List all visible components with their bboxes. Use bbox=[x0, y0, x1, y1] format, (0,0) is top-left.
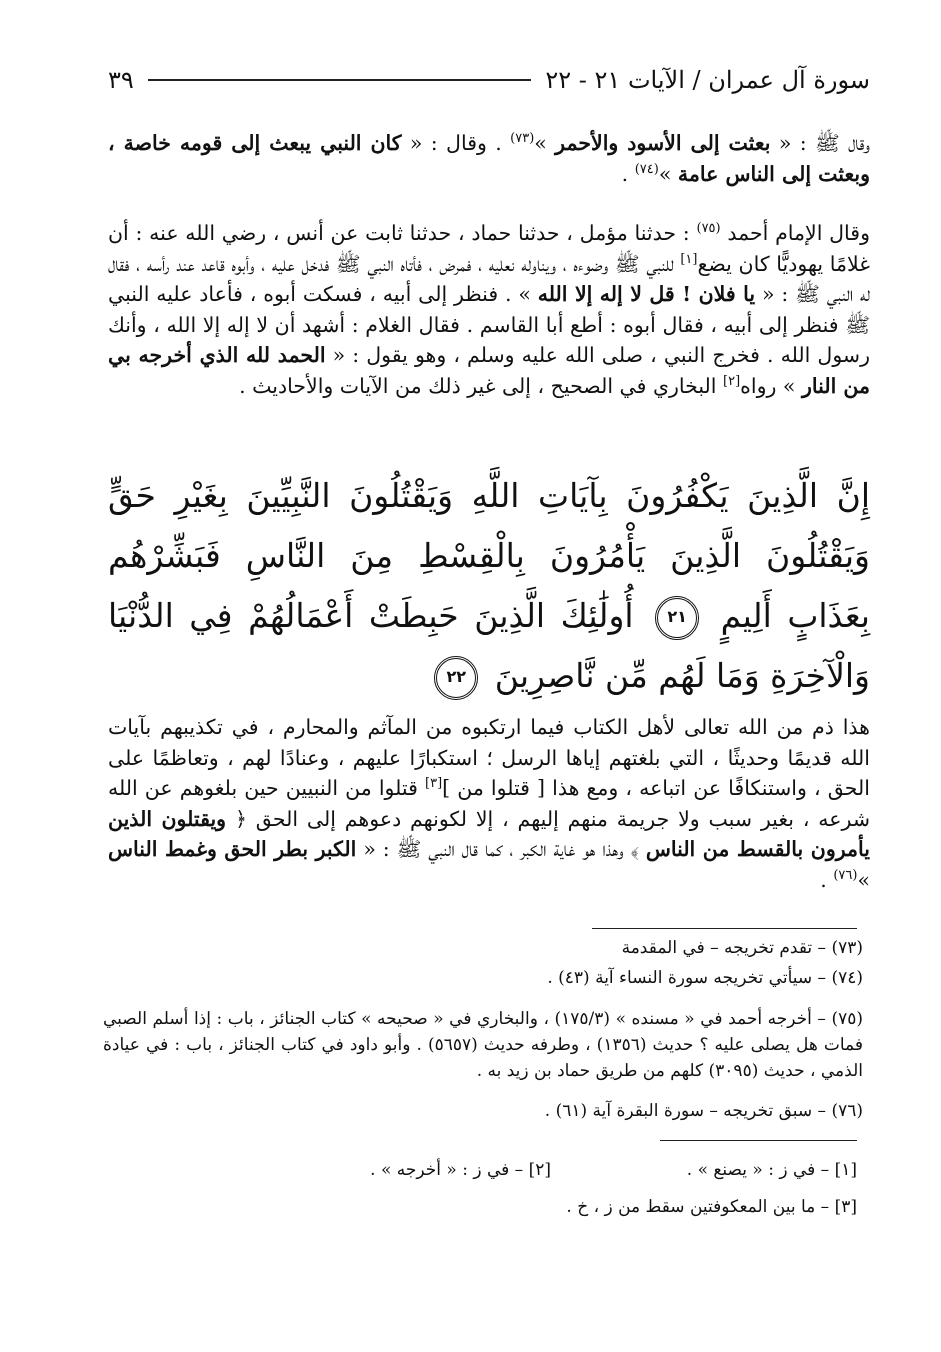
quran-verses bbox=[108, 466, 870, 706]
text-run: » bbox=[857, 867, 870, 892]
verse-22: أُولَٰئِكَ الَّذِينَ حَبِطَتْ أَعْمَالُهُمْ فِي الدُّنْيَا وَالْآخِرَةِ وَمَا لَهُم مِّن نَّاصِرِينَ bbox=[108, 596, 870, 695]
quran-quote: ويقتلون الذين يأمرون بالقسط من الناس bbox=[108, 806, 870, 861]
editorial-ref: [٣] bbox=[425, 776, 443, 792]
hadith-quote: بعثت إلى الأسود والأحمر bbox=[555, 131, 771, 155]
text-run: ﴾ وهذا هو غاية الكبر ، كما قال النبي ﷺ : « bbox=[363, 837, 639, 861]
text-run: ] bbox=[442, 776, 451, 800]
text-run: قتلوا من النبيين حين بلغوهم عن الله شرعه ، بغير سبب ولا جريمة منهم إليهم ، إلا لكونهم دعوهم إلى الحق ﴿ bbox=[108, 776, 870, 831]
ayah-number-marker: ٢١ bbox=[655, 596, 699, 640]
editorial-note-3: [٣] – ما بين المعكوفتين سقط من ز ، خ . bbox=[566, 1197, 857, 1217]
text-run: هذا ذم من الله تعالى لأهل الكتاب فيما ارتكبوه من المآثم والمحارم ، في تكذيبهم بآيات الله قديمًا وحديثًا ، التي بلغتهم إياها الرسل ؛ استكبارًا عليهم ، وعنادًا لهم ، وتعاظمًا على الحق ، واستنكافًا عن اتباعه ، ومع هذا [ قتلوا من bbox=[108, 715, 870, 800]
footnote-ref: (٧٤) bbox=[634, 161, 659, 177]
footnote-74: (٧٤) – سيأتي تخريجه سورة النساء آية (٤٣) . bbox=[547, 968, 863, 988]
editorial-separator bbox=[660, 1140, 857, 1141]
text-run: وقال ﷺ : « bbox=[778, 131, 870, 155]
verse-21: إِنَّ الَّذِينَ يَكْفُرُونَ بِآيَاتِ اللَّهِ وَيَقْتُلُونَ النَّبِيِّينَ بِغَيْرِ حَقٍّ وَيَقْتُلُونَ الَّذِينَ يَأْمُرُونَ بِالْقِسْطِ مِنَ النَّاسِ فَبَشِّرْهُم بِعَذَابٍ أَلِيمٍ bbox=[108, 476, 870, 635]
footnote-separator bbox=[592, 928, 857, 929]
editorial-ref: [٢] bbox=[723, 373, 741, 389]
paragraph-jewish-boy-hadith bbox=[108, 218, 870, 401]
ayah-number-marker: ٢٢ bbox=[434, 656, 478, 700]
editorial-note-2: [٢] – في ز : « أخرجه » . bbox=[370, 1160, 551, 1180]
text-run: وقال الإمام أحمد bbox=[727, 221, 870, 245]
text-run: : حدثنا مؤمل ، حدثنا حماد ، حدثنا ثابت عن أنس ، رضي الله عنه : أن غلامًا يهوديًّا كان يضع bbox=[108, 221, 870, 276]
paragraph-hadith-sent bbox=[108, 128, 870, 189]
footnote-73: (٧٣) – تقدم تخريجه – في المقدمة bbox=[621, 938, 863, 958]
text-run: » رواه bbox=[740, 373, 796, 398]
text-run: البخاري في الصحيح ، إلى غير ذلك من الآيات والأحاديث . bbox=[239, 373, 717, 398]
text-run: » bbox=[534, 131, 547, 155]
footnote-ref: (٧٣) bbox=[510, 131, 535, 147]
page-header bbox=[108, 60, 870, 100]
hadith-quote: الحمد لله الذي أخرجه بي من النار bbox=[108, 343, 870, 398]
footnote-76: (٧٦) – سبق تخريجه – سورة البقرة آية (٦١) . bbox=[544, 1101, 863, 1121]
paragraph-commentary bbox=[108, 712, 870, 895]
header-rule bbox=[148, 79, 532, 81]
editorial-note-1: [١] – في ز : « يصنع » . bbox=[686, 1160, 857, 1180]
footnote-ref: (٧٥) bbox=[696, 221, 721, 237]
text-run: . bbox=[820, 867, 827, 892]
text-run: للنبي ﷺ وضوءه ، ويناوله نعليه ، فمرض ، فأتاه النبي ﷺ فدخل عليه ، وأبوه قاعد عند رأسه ، فقال له النبي ﷺ : « bbox=[108, 251, 870, 306]
text-run: » bbox=[658, 161, 672, 186]
footnote-75: (٧٥) – أخرجه أحمد في « مسنده » (١٧٥/٣) ، والبخاري في « صحيحه » كتاب الجنائز ، باب : إذا أسلم الصبي فمات هل يصلى عليه ؟ حديث (١٣٥٦) ، وطرفه حديث (٥٦٥٧) . وأبو داود في كتاب الجنائز ، باب : في عيادة الذمي ، حديث (٣٠٩٥) كلهم من طريق حماد بن زيد به . bbox=[103, 1009, 863, 1081]
text-run: . وقال : « bbox=[409, 131, 502, 155]
text-run: » . فنظر إلى أبيه ، فسكت أبوه ، فأعاد عليه النبي ﷺ فنظر إلى أبيه ، فقال أبوه : أطع أبا القاسم . فقال الغلام : أشهد أن لا إله إلا الله ، وأنك رسول الله . فخرج النبي ، صلى الله عليه وسلم ، وهو يقول : « bbox=[108, 282, 870, 367]
editorial-ref: [١] bbox=[680, 251, 698, 267]
hadith-quote: يا فلان ! قل لا إله إلا الله bbox=[537, 282, 756, 306]
hadith-quote: الكبر بطر الحق وغمط الناس bbox=[108, 837, 357, 861]
footnote-ref: (٧٦) bbox=[833, 867, 858, 883]
running-title: سورة آل عمران / الآيات ٢١ - ٢٢ bbox=[545, 66, 870, 94]
hadith-quote: كان النبي يبعث إلى قومه خاصة ، وبعثت إلى الناس عامة bbox=[108, 131, 870, 186]
text-run: . bbox=[621, 161, 629, 186]
page-number: ٣٩ bbox=[108, 66, 134, 94]
